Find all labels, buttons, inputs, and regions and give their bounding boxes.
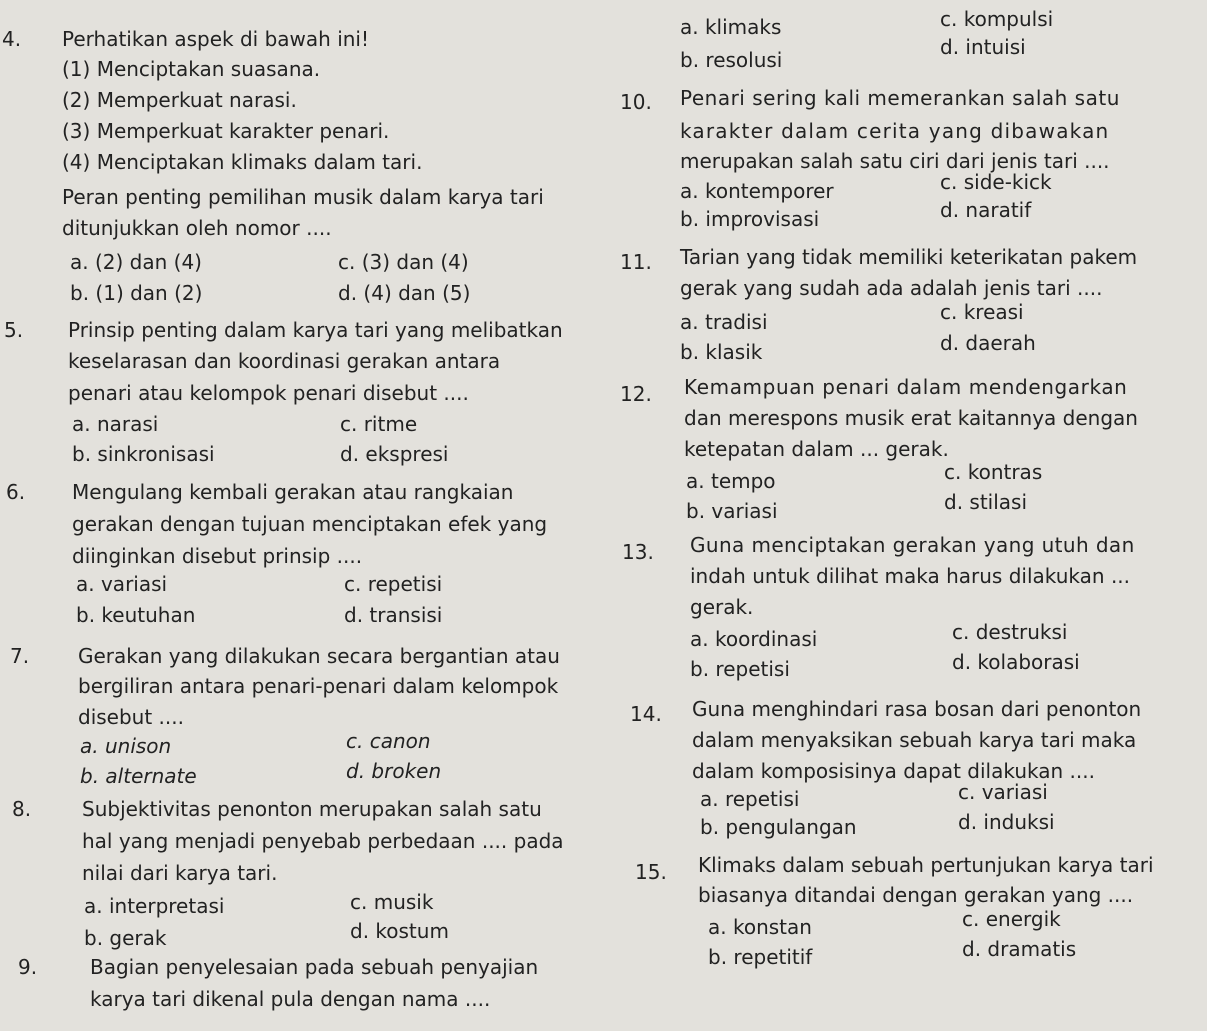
q10-option-c: c. side-kick	[940, 170, 1052, 194]
q6-option-b: b. keutuhan	[76, 603, 196, 627]
q14-question-line: dalam komposisinya dapat dilakukan ....	[692, 759, 1095, 783]
q13-question-line: Guna menciptakan gerakan yang utuh dan	[690, 533, 1135, 557]
q11-option-b: b. klasik	[680, 340, 763, 364]
q12-option-a: a. tempo	[686, 469, 776, 493]
q4-option-a: a. (2) dan (4)	[70, 250, 202, 274]
q15-option-b: b. repetitif	[708, 945, 813, 969]
q9-question-line: karya tari dikenal pula dengan nama ....	[90, 987, 491, 1011]
q5-number: 5.	[4, 318, 24, 342]
q12-option-d: d. stilasi	[944, 490, 1028, 514]
q14-option-b: b. pengulangan	[700, 815, 857, 839]
q4-option-d: d. (4) dan (5)	[338, 281, 471, 305]
q9-option-a: a. klimaks	[680, 15, 782, 39]
q14-question-line: Guna menghindari rasa bosan dari penonton	[692, 697, 1142, 721]
q6-option-d: d. transisi	[344, 603, 443, 627]
q9-option-b: b. resolusi	[680, 48, 783, 72]
q8-option-a: a. interpretasi	[84, 894, 225, 918]
q4-item: (1) Menciptakan suasana.	[62, 57, 321, 81]
q6-question-line: Mengulang kembali gerakan atau rangkaian	[72, 480, 514, 504]
q7-question-line: bergiliran antara penari-penari dalam kelompok	[78, 674, 559, 698]
q10-option-d: d. naratif	[940, 198, 1032, 222]
q6-option-c: c. repetisi	[344, 572, 443, 596]
q6-option-a: a. variasi	[76, 572, 168, 596]
q13-number: 13.	[622, 540, 654, 564]
q4-question-line: ditunjukkan oleh nomor ....	[62, 216, 332, 240]
q4-option-c: c. (3) dan (4)	[338, 250, 469, 274]
q13-question-line: gerak.	[690, 595, 754, 619]
q8-question-line: hal yang menjadi penyebab perbedaan .... pada	[82, 829, 564, 853]
q4-question-line: Peran penting pemilihan musik dalam karya tari	[62, 185, 544, 209]
q5-question-line: keselarasan dan koordinasi gerakan antara	[68, 349, 501, 373]
q14-option-a: a. repetisi	[700, 787, 800, 811]
q14-option-d: d. induksi	[958, 810, 1055, 834]
q9-question-line: Bagian penyelesaian pada sebuah penyajian	[90, 955, 539, 979]
q10-number: 10.	[620, 90, 652, 114]
q6-number: 6.	[6, 480, 26, 504]
q12-number: 12.	[620, 382, 652, 406]
q8-question-line: Subjektivitas penonton merupakan salah satu	[82, 797, 542, 821]
q14-number: 14.	[630, 702, 662, 726]
q5-question-line: Prinsip penting dalam karya tari yang melibatkan	[68, 318, 563, 342]
q4-intro: Perhatikan aspek di bawah ini!	[62, 27, 370, 51]
q15-option-a: a. konstan	[708, 915, 812, 939]
q14-question-line: dalam menyaksikan sebuah karya tari maka	[692, 728, 1137, 752]
q7-option-b: b. alternate	[80, 764, 197, 788]
q12-question-line: dan merespons musik erat kaitannya dengan	[684, 406, 1138, 430]
q4-option-b: b. (1) dan (2)	[70, 281, 203, 305]
q11-option-a: a. tradisi	[680, 310, 768, 334]
q4-item: (2) Memperkuat narasi.	[62, 88, 297, 112]
q4-number: 4.	[2, 27, 22, 51]
q11-option-c: c. kreasi	[940, 300, 1024, 324]
q10-question-line: karakter dalam cerita yang dibawakan	[680, 119, 1110, 143]
q13-option-a: a. koordinasi	[690, 627, 818, 651]
q11-number: 11.	[620, 250, 652, 274]
q15-number: 15.	[635, 860, 667, 884]
q5-option-d: d. ekspresi	[340, 442, 449, 466]
q10-question-line: Penari sering kali memerankan salah satu	[680, 86, 1120, 110]
q7-option-c: c. canon	[346, 729, 431, 753]
q4-item: (3) Memperkuat karakter penari.	[62, 119, 390, 143]
q12-question-line: Kemampuan penari dalam mendengarkan	[684, 375, 1128, 399]
q7-option-a: a. unison	[80, 734, 172, 758]
q5-option-a: a. narasi	[72, 412, 159, 436]
q8-option-d: d. kostum	[350, 919, 449, 943]
q13-option-b: b. repetisi	[690, 657, 790, 681]
q8-option-b: b. gerak	[84, 926, 167, 950]
q15-question-line: biasanya ditandai dengan gerakan yang ....	[698, 883, 1134, 907]
q10-question-line: merupakan salah satu ciri dari jenis tari ....	[680, 149, 1110, 173]
q13-option-c: c. destruksi	[952, 620, 1068, 644]
q6-question-line: gerakan dengan tujuan menciptakan efek yang	[72, 512, 548, 536]
q11-question-line: Tarian yang tidak memiliki keterikatan pakem	[680, 245, 1138, 269]
q7-question-line: disebut ....	[78, 705, 184, 729]
q15-question-line: Klimaks dalam sebuah pertunjukan karya tari	[698, 853, 1154, 877]
q9-number: 9.	[18, 955, 38, 979]
q15-option-d: d. dramatis	[962, 937, 1077, 961]
q7-question-line: Gerakan yang dilakukan secara bergantian atau	[78, 644, 560, 668]
q11-question-line: gerak yang sudah ada adalah jenis tari ....	[680, 276, 1103, 300]
q13-question-line: indah untuk dilihat maka harus dilakukan ...	[690, 564, 1131, 588]
q7-number: 7.	[10, 644, 30, 668]
q11-option-d: d. daerah	[940, 331, 1036, 355]
q5-option-c: c. ritme	[340, 412, 418, 436]
q8-question-line: nilai dari karya tari.	[82, 861, 278, 885]
q9-option-d: d. intuisi	[940, 35, 1026, 59]
q14-option-c: c. variasi	[958, 780, 1048, 804]
q9-option-c: c. kompulsi	[940, 7, 1054, 31]
q6-question-line: diinginkan disebut prinsip ....	[72, 544, 363, 568]
q7-option-d: d. broken	[346, 759, 442, 783]
q12-option-b: b. variasi	[686, 499, 778, 523]
q10-option-a: a. kontemporer	[680, 179, 834, 203]
q12-question-line: ketepatan dalam ... gerak.	[684, 437, 949, 461]
q4-item: (4) Menciptakan klimaks dalam tari.	[62, 150, 423, 174]
q5-option-b: b. sinkronisasi	[72, 442, 215, 466]
q5-question-line: penari atau kelompok penari disebut ....	[68, 381, 469, 405]
q10-option-b: b. improvisasi	[680, 207, 820, 231]
q8-option-c: c. musik	[350, 890, 434, 914]
q8-number: 8.	[12, 797, 32, 821]
q15-option-c: c. energik	[962, 907, 1061, 931]
q13-option-d: d. kolaborasi	[952, 650, 1080, 674]
q12-option-c: c. kontras	[944, 460, 1043, 484]
